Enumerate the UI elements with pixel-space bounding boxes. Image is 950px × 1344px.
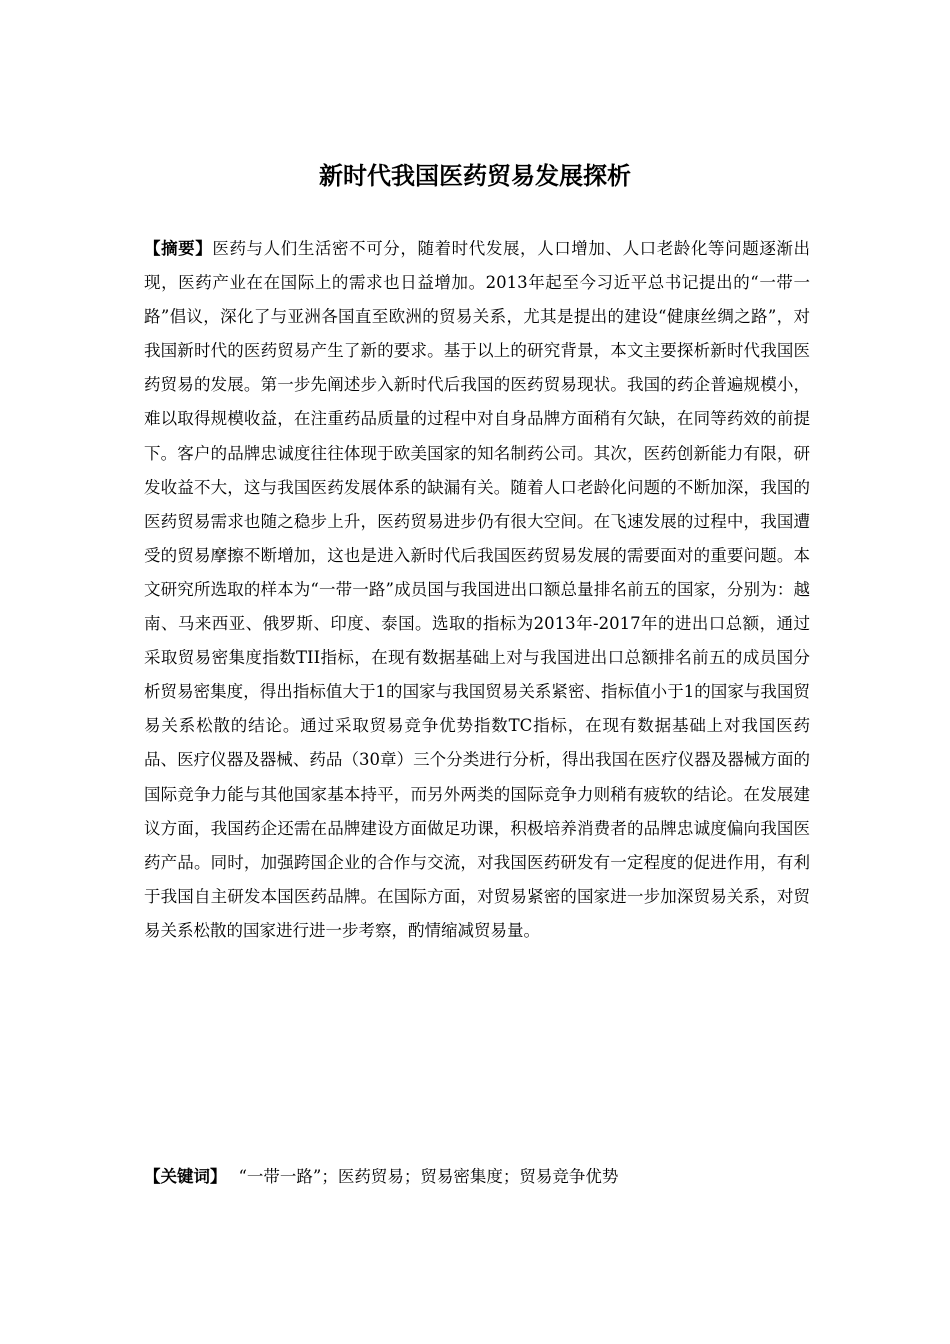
abstract-text: 医药与人们生活密不可分，随着时代发展，人口增加、人口老龄化等问题逐渐出现，医药产业在在国际上的需求也日益增加。2013年起至今习近平总书记提出的“一带一路”倡议，深化了与亚洲各国直至欧洲的贸易关系，尤其是提出的建设“健康丝绸之路”，对我国新时代的医药贸易产生了新的要求。基于以上的研究背景，本文主要探析新时代我国医药贸易的发展。第一步先阐述步入新时代后我国的医药贸易现状。我国的药企普遍规模小，难以取得规模收益，在注重药品质量的过程中对自身品牌方面稍有欠缺，在同等药效的前提下。客户的品牌忠诚度往往体现于欧美国家的知名制药公司。其次，医药创新能力有限，研发收益不大，这与我国医药发展体系的缺漏有关。随着人口老龄化问题的不断加深，我国的医药贸易需求也随之稳步上升，医药贸易进步仍有很大空间。在飞速发展的过程中，我国遭受的贸易摩擦不断增加，这也是进入新时代后我国医药贸易发展的需要面对的重要问题。本文研究所选取的样本为“一带一路”成员国与我国进出口额总量排名前五的国家，分别为：越南、马来西亚、俄罗斯、印度、泰国。选取的指标为2013年-2017年的进出口总额，通过采取贸易密集度指数TII指标，在现有数据基础上对与我国进出口总额排名前五的成员国分析贸易密集度，得出指标值大于1的国家与我国贸易关系紧密、指标值小于1的国家与我国贸易关系松散的结论。通过采取贸易竞争优势指数TC指标，在现有数据基础上对我国医药品、医疗仪器及器械、药品（30章）三个分类进行分析，得出我国在医疗仪器及器械方面的国际竞争力能与其他国家基本持平，而另外两类的国际竞争力则稍有疲软的结论。在发展建议方面，我国药企还需在品牌建设方面做足功课，积极培养消费者的品牌忠诚度偏向我国医药产品。同时，加强跨国企业的合作与交流，对我国医药研发有一定程度的促进作用，有利于我国自主研发本国医药品牌。在国际方面，对贸易紧密的国家进一步加深贸易关系，对贸易关系松散的国家进行进一步考察，酌情缩减贸易量。: [144, 239, 811, 940]
keywords-line: [144, 1160, 810, 1194]
keywords-text: “一带一路”；医药贸易；贸易密集度；贸易竞争优势: [238, 1167, 619, 1186]
keywords-label: 【关键词】: [144, 1167, 227, 1186]
abstract-label: 【摘要】: [144, 239, 213, 258]
abstract-paragraph: [144, 232, 810, 948]
document-title: 新时代我国医药贸易发展探析: [319, 162, 631, 190]
